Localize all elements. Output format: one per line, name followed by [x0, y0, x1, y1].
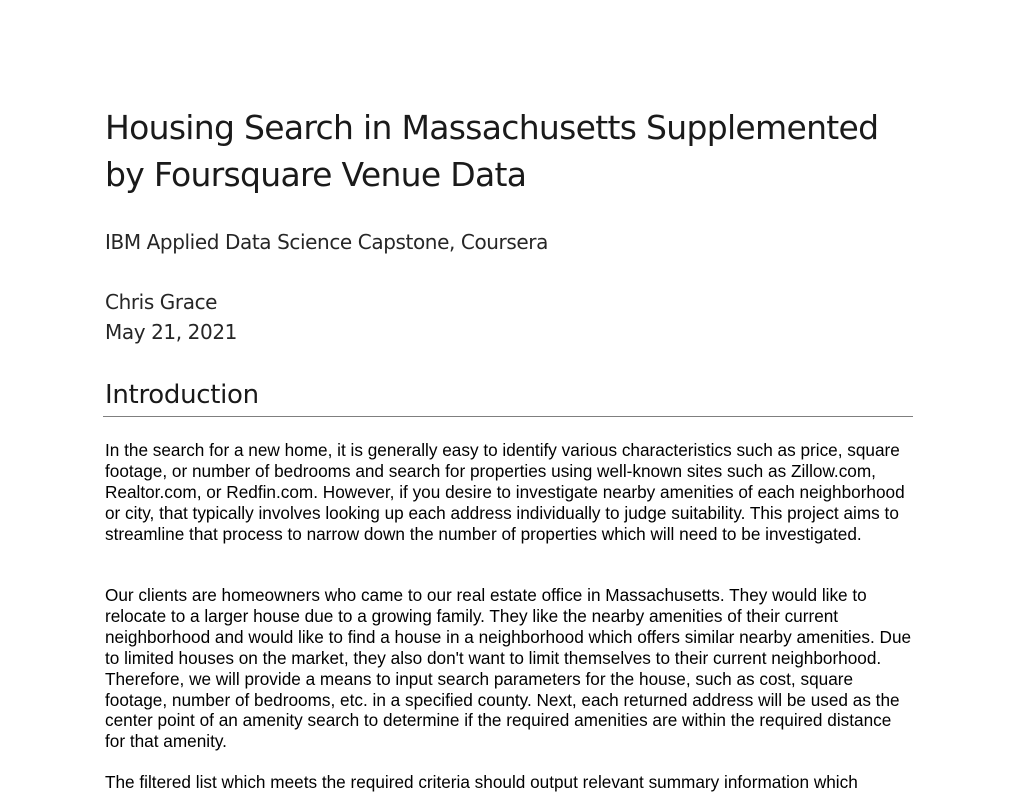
heading-underline-divider	[103, 416, 913, 417]
section-heading-introduction: Introduction	[105, 380, 259, 410]
document-subtitle: IBM Applied Data Science Capstone, Coursera	[105, 230, 548, 254]
document-date: May 21, 2021	[105, 320, 237, 344]
paragraph: Our clients are homeowners who came to our real estate office in Massachusetts. They would like to relocate to a larger house due to a growing family. They like the nearby amenities of their current neighborhood and would like to find a house in a neighborhood which offers similar nearby amenities. Due to limited houses on the market, they also don't want to limit themselves to their current neighborhood. Therefore, we will provide a means to input search parameters for the house, such as cost, square footage, number of bedrooms, etc. in a specified county. Next, each returned address will be used as the center point of an amenity search to determine if the required amenities are within the required distance for that amenity.	[105, 585, 912, 752]
paragraph: The filtered list which meets the required criteria should output relevant summary information which	[105, 772, 858, 792]
paragraph: In the search for a new home, it is generally easy to identify various characteristics such as price, square footage, or number of bedrooms and search for properties using well-known sites such as Zillow.com, Realtor.com, or Redfin.com. However, if you desire to investigate nearby amenities of each neighborhood or city, that typically involves looking up each address individually to judge suitability. This project aims to streamline that process to narrow down the number of properties which will need to be investigated.	[105, 440, 905, 544]
document-title: Housing Search in Massachusetts Supplemented by Foursquare Venue Data	[105, 108, 879, 194]
author-name: Chris Grace	[105, 290, 218, 314]
